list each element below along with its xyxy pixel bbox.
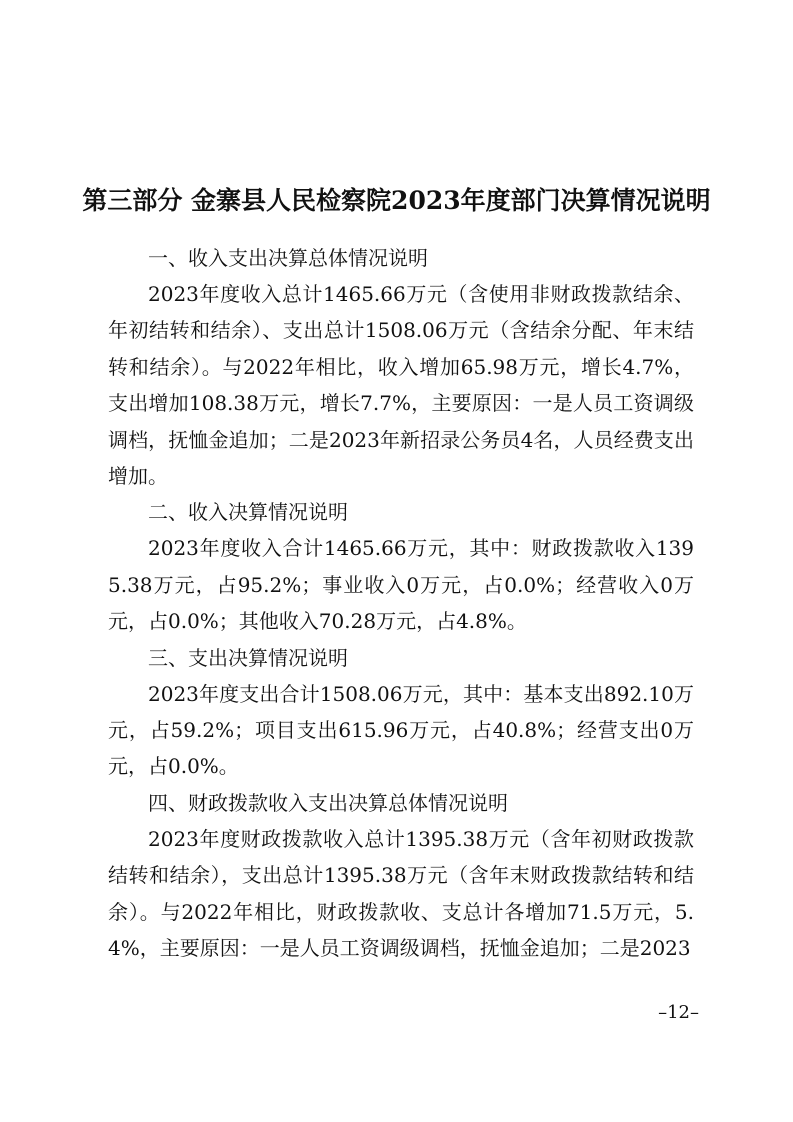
section-paragraph: 2023年度收入合计1465.66万元，其中：财政拨款收入1395.38万元，占95.2%；事业收入0万元，占0.0%；经营收入0万元，占0.0%；其他收入70.28万元，占4.8%。: [108, 536, 694, 634]
section-2: [108, 494, 694, 639]
section-heading: 三、支出决算情况说明: [148, 645, 348, 670]
section-heading: 二、收入决算情况说明: [148, 500, 348, 525]
section-paragraph: 2023年度收入总计1465.66万元（含使用非财政拨款结余、年初结转和结余）、支出总计1508.06万元（含结余分配、年末结转和结余）。与2022年相比，收入增加65.98万元，增长4.7%，支出增加108.38万元，增长7.7%，主要原因：一是人员工资调级调档，抚恤金追加；二是2023年新招录公务员4名，人员经费支出增加。: [108, 282, 694, 489]
section-paragraph: 2023年度财政拨款收入总计1395.38万元（含年初财政拨款结转和结余），支出总计1395.38万元（含年末财政拨款结转和结余）。与2022年相比，财政拨款收、支总计各增加71.5万元，5.4%，主要原因：一是人员工资调级调档，抚恤金追加；二是2023: [108, 826, 694, 961]
page-title: 第三部分 金寨县人民检察院2023年度部门决算情况说明: [82, 186, 711, 215]
section-4: [108, 785, 694, 967]
section-paragraph: 2023年度支出合计1508.06万元，其中：基本支出892.10万元，占59.2%；项目支出615.96万元，占40.8%；经营支出0万元，占0.0%。: [108, 681, 694, 779]
page-number: –12–: [658, 1002, 699, 1023]
section-heading: 四、财政拨款收入支出决算总体情况说明: [148, 790, 508, 815]
section-3: [108, 640, 694, 785]
section-heading: 一、收入支出决算总体情况说明: [148, 246, 428, 270]
document-body: [108, 240, 694, 967]
section-1: [108, 240, 694, 494]
